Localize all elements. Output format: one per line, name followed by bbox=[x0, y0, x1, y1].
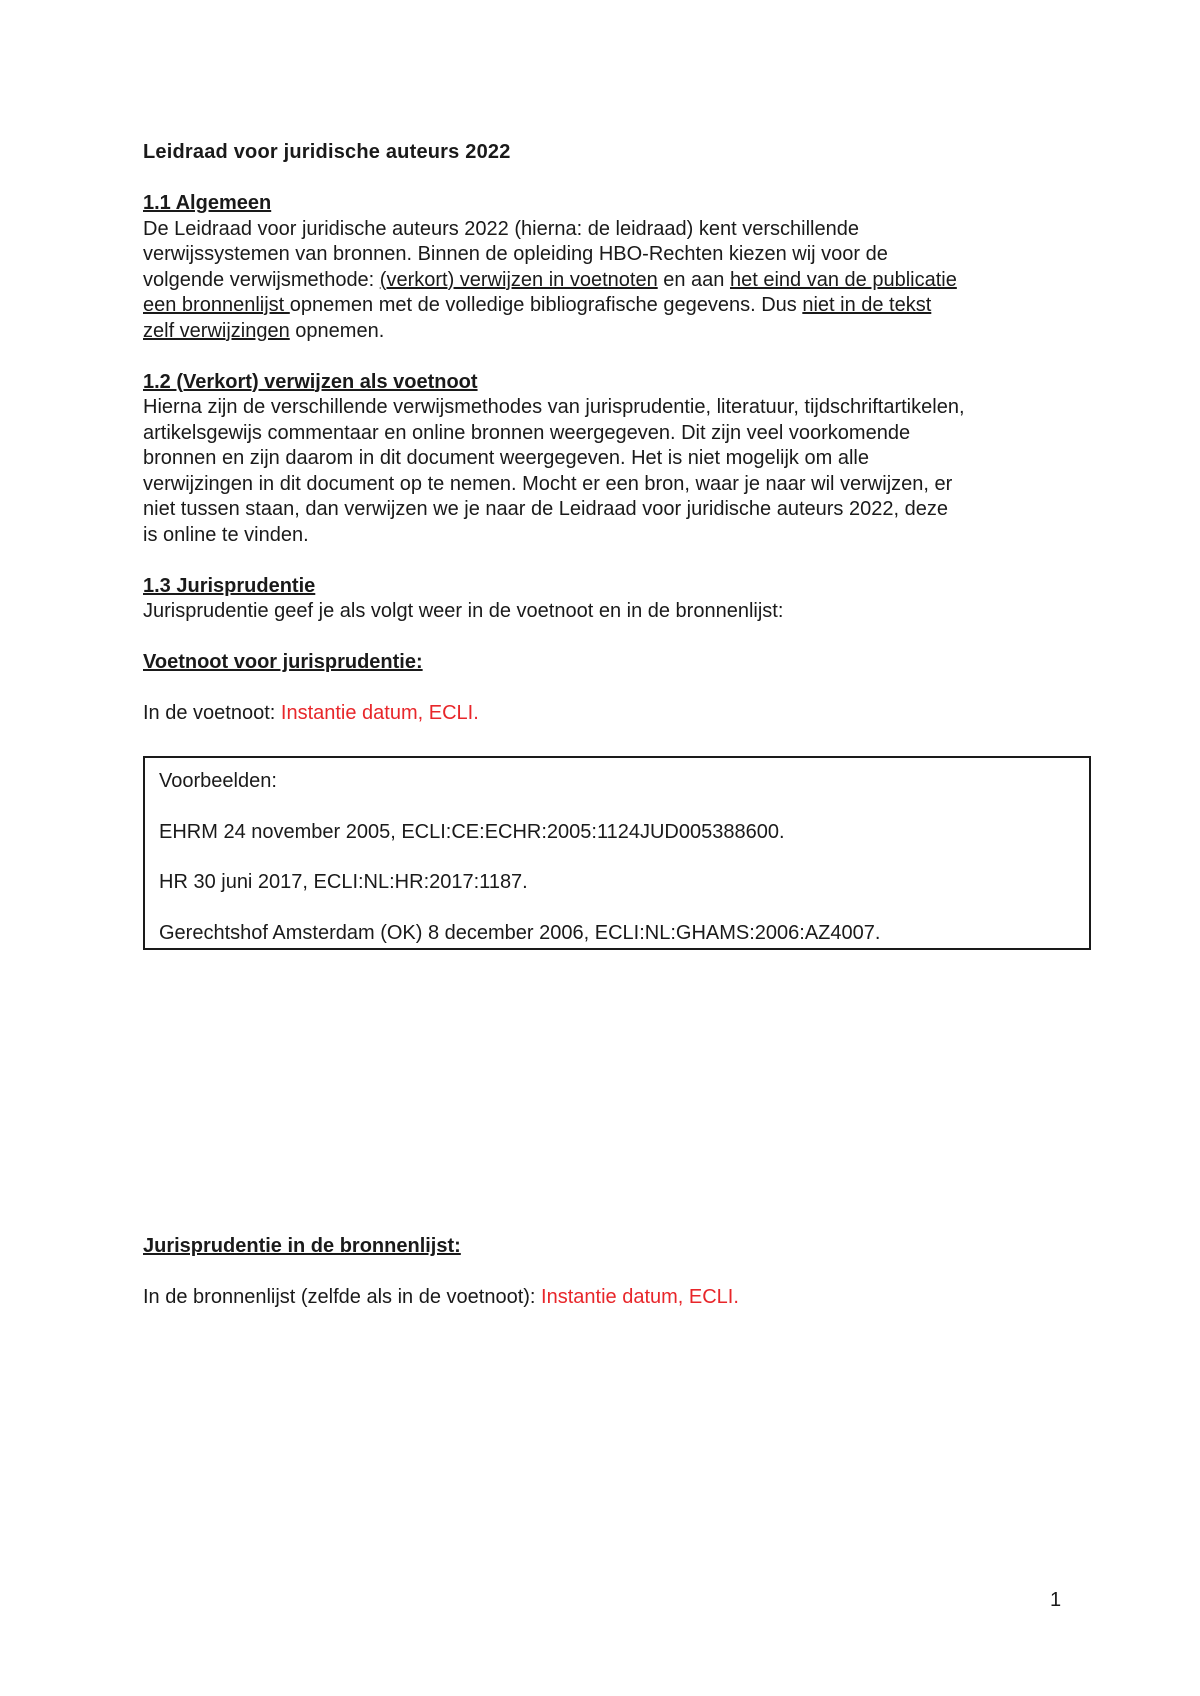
text-run: en aan bbox=[657, 268, 730, 291]
paragraph-line: bronnen en zijn daarom in dit document weergegeven. Het is niet mogelijk om alle bbox=[143, 447, 869, 469]
text-run: In de bronnenlijst (zelfde als in de voetnoot): bbox=[143, 1286, 542, 1308]
example-item: Gerechtshof Amsterdam (OK) 8 december 2006, ECLI:NL:GHAMS:2006:AZ4007. bbox=[159, 921, 881, 944]
paragraph-line: niet tussen staan, dan verwijzen we je naar de Leidraad voor juridische auteurs 2022, deze bbox=[143, 498, 948, 520]
examples-box bbox=[143, 756, 1091, 950]
subheading-voetnoot: Voetnoot voor jurisprudentie: bbox=[143, 651, 423, 673]
underlined-text: het eind van de publicatie bbox=[729, 268, 957, 291]
section-heading-jurisprudentie: 1.3 Jurisprudentie bbox=[143, 574, 316, 597]
paragraph-line: artikelsgewijs commentaar en online bronnen weergegeven. Dit zijn veel voorkomende bbox=[143, 421, 911, 444]
section-heading-verkort: 1.2 (Verkort) verwijzen als voetnoot bbox=[143, 370, 478, 393]
underlined-text: niet in de tekst bbox=[802, 294, 932, 316]
subheading-bronnenlijst: Jurisprudentie in de bronnenlijst: bbox=[143, 1235, 461, 1257]
page-number: 1 bbox=[1050, 1589, 1062, 1611]
format-highlight: Instantie datum, ECLI. bbox=[541, 1286, 739, 1308]
example-item: HR 30 juni 2017, ECLI:NL:HR:2017:1187. bbox=[159, 871, 528, 893]
paragraph-line bbox=[143, 319, 1093, 345]
footnote-format-line bbox=[143, 701, 1093, 727]
text-run: volgende verwijsmethode: bbox=[143, 268, 380, 291]
format-highlight: Instantie datum, ECLI. bbox=[280, 702, 479, 724]
examples-label: Voorbeelden: bbox=[159, 770, 277, 792]
text-run: In de voetnoot: bbox=[143, 702, 281, 724]
bronnenlijst-section bbox=[143, 1234, 1093, 1311]
text-run: opnemen. bbox=[289, 319, 385, 342]
underlined-text: een bronnenlijst bbox=[143, 294, 290, 316]
document-title: Leidraad voor juridische auteurs 2022 bbox=[143, 141, 511, 163]
paragraph-line: is online te vinden. bbox=[143, 523, 309, 546]
paragraph-line bbox=[143, 268, 1093, 294]
paragraph-line bbox=[143, 293, 1093, 319]
paragraph-line: Hierna zijn de verschillende verwijsmethodes van jurisprudentie, literatuur, tijdschriftartikelen, bbox=[143, 396, 965, 418]
paragraph-line: verwijzingen in dit document op te nemen. Mocht er een bron, waar je naar wil verwijzen, er bbox=[143, 472, 953, 495]
paragraph-line: verwijssystemen van bronnen. Binnen de opleiding HBO-Rechten kiezen wij voor de bbox=[143, 243, 888, 265]
underlined-text: (verkort) verwijzen in voetnoten bbox=[379, 268, 658, 291]
paragraph-line: De Leidraad voor juridische auteurs 2022 (hierna: de leidraad) kent verschillende bbox=[143, 217, 859, 240]
underlined-text: zelf verwijzingen bbox=[143, 319, 290, 342]
text-run: opnemen met de volledige bibliografische gegevens. Dus bbox=[289, 294, 803, 316]
main-content bbox=[143, 140, 1093, 727]
bronnenlijst-format-line bbox=[143, 1285, 1093, 1311]
section-heading-algemeen: 1.1 Algemeen bbox=[143, 192, 272, 214]
paragraph-line: Jurisprudentie geef je als volgt weer in de voetnoot en in de bronnenlijst: bbox=[143, 600, 784, 622]
example-item: EHRM 24 november 2005, ECLI:CE:ECHR:2005:1124JUD005388600. bbox=[159, 820, 785, 843]
